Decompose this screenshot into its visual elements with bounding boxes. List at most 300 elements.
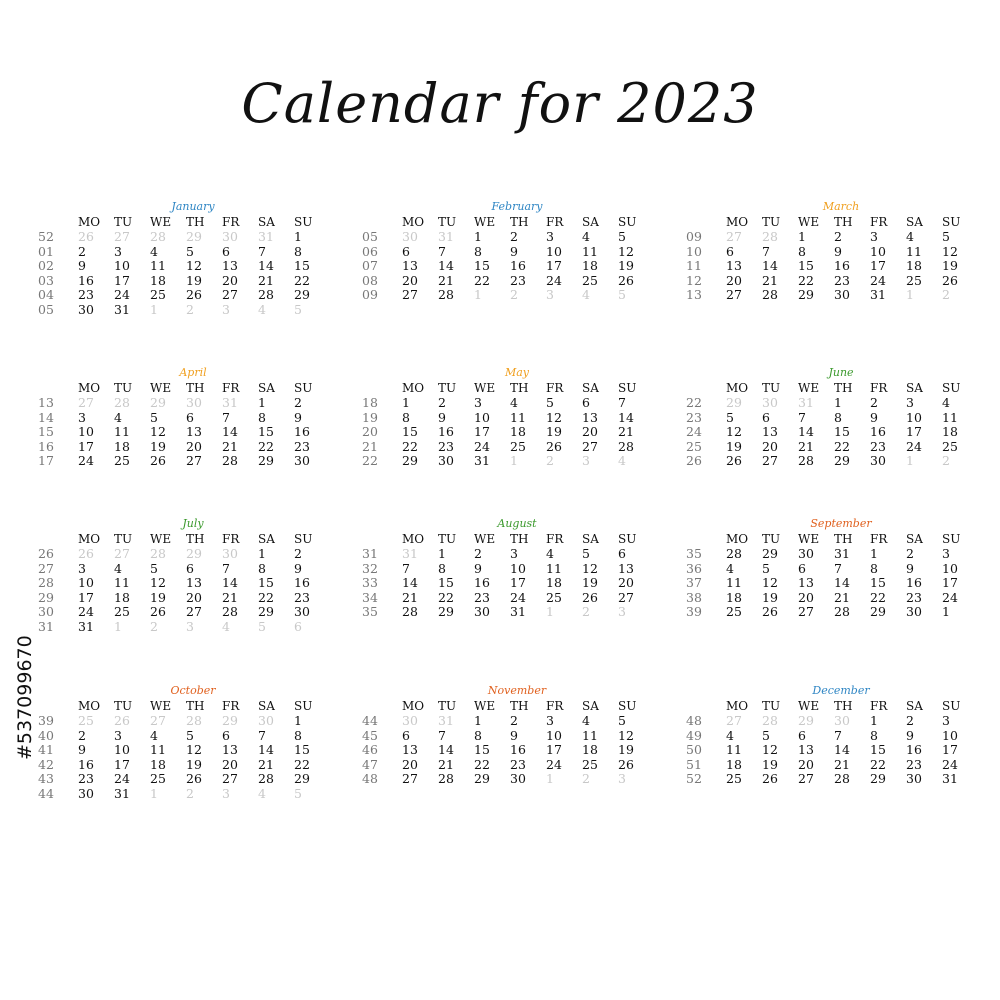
month-october [38,684,348,825]
day-cell: 14 [438,742,454,758]
weekday-header [38,699,330,713]
day-cell: 2 [474,546,482,561]
week-row [686,576,978,590]
day-cell: 21 [438,756,454,772]
day-cell: 4 [942,395,950,410]
day-cell: 6 [222,243,230,259]
week-row [38,620,330,634]
week-number: 44 [362,713,378,728]
day-cell: 5 [762,727,770,743]
weekday-label: SA [258,532,275,546]
day-cell: 11 [546,560,562,576]
day-cell: 23 [474,589,490,605]
week-row [362,729,654,743]
day-cell: 31 [834,546,850,561]
day-cell: 8 [258,409,266,425]
day-cell: 18 [546,575,562,591]
weekday-header [38,532,330,546]
adjacent-month-day: 27 [726,229,742,244]
weekday-label: WE [474,215,496,229]
week-row [362,425,654,439]
day-cell: 16 [870,424,886,440]
day-cell: 27 [798,771,814,787]
month-february [362,200,672,341]
weekday-label: WE [150,699,172,713]
week-row [362,743,654,757]
day-cell: 31 [870,287,886,303]
day-cell: 2 [438,395,446,410]
week-row [362,605,654,619]
day-cell: 30 [294,453,310,469]
adjacent-month-day: 27 [114,546,130,561]
weekday-label: SU [942,215,961,229]
day-cell: 31 [510,604,526,620]
weekday-label: SA [582,381,599,395]
day-cell: 12 [186,742,202,758]
weekday-label: TH [834,532,853,546]
adjacent-month-day: 30 [186,395,202,410]
day-cell: 29 [870,604,886,620]
week-number: 14 [38,409,54,425]
weekday-label: TU [114,381,133,395]
day-cell: 13 [402,742,418,758]
adjacent-month-day: 2 [186,302,194,317]
weekday-label: SA [258,699,275,713]
day-cell: 21 [258,756,274,772]
day-cell: 23 [510,756,526,772]
day-cell: 19 [762,756,778,772]
weekday-label: SU [294,532,313,546]
day-cell: 28 [258,771,274,787]
week-number: 47 [362,756,378,772]
adjacent-month-day: 4 [222,619,230,634]
day-cell: 27 [186,604,202,620]
adjacent-month-day: 27 [726,713,742,728]
day-cell: 2 [906,713,914,728]
day-cell: 13 [798,575,814,591]
weekday-label: MO [726,381,749,395]
day-cell: 19 [150,438,166,454]
day-cell: 16 [906,742,922,758]
day-cell: 1 [258,546,266,561]
month-name: January [171,200,215,213]
day-cell: 25 [114,604,130,620]
week-number: 52 [38,229,54,244]
weekday-label: WE [798,699,820,713]
day-cell: 20 [582,424,598,440]
weekday-label: MO [78,381,101,395]
week-row [38,547,330,561]
day-cell: 9 [474,560,482,576]
adjacent-month-day: 2 [942,287,950,303]
day-cell: 13 [582,409,598,425]
adjacent-month-day: 1 [474,287,482,303]
day-cell: 20 [798,589,814,605]
weekday-label: FR [870,699,888,713]
weekday-label: WE [150,215,172,229]
day-cell: 7 [258,727,266,743]
week-number: 16 [38,438,54,454]
day-cell: 9 [78,258,86,274]
weekday-label: SA [906,699,923,713]
weekday-label: SU [618,532,637,546]
day-cell: 2 [510,229,518,244]
day-cell: 17 [510,575,526,591]
day-cell: 9 [834,243,842,259]
day-cell: 25 [546,589,562,605]
adjacent-month-day: 31 [438,229,454,244]
day-cell: 18 [582,742,598,758]
day-cell: 30 [510,771,526,787]
weekday-label: TU [114,532,133,546]
day-cell: 30 [438,453,454,469]
weekday-label: TU [762,381,781,395]
day-cell: 16 [438,424,454,440]
weekday-label: SU [618,699,637,713]
day-cell: 21 [762,272,778,288]
day-cell: 23 [906,756,922,772]
weekday-header [362,381,654,395]
adjacent-month-day: 29 [726,395,742,410]
day-cell: 11 [942,409,958,425]
week-row [362,274,654,288]
day-cell: 24 [474,438,490,454]
stock-id-label: #537099670 [14,635,36,760]
week-number: 49 [686,727,702,743]
day-cell: 1 [258,395,266,410]
weekday-label: SA [258,381,275,395]
day-cell: 4 [906,229,914,244]
week-row [38,454,330,468]
adjacent-month-day: 4 [258,786,266,801]
day-cell: 17 [78,589,94,605]
weekday-label: SA [582,699,599,713]
day-cell: 17 [474,424,490,440]
day-cell: 9 [78,742,86,758]
day-cell: 8 [438,560,446,576]
weekday-label: WE [474,381,496,395]
day-cell: 19 [762,589,778,605]
weekday-label: TH [510,699,529,713]
day-cell: 11 [726,575,742,591]
day-cell: 18 [726,756,742,772]
day-cell: 17 [114,756,130,772]
weekday-label: MO [78,532,101,546]
week-number: 32 [362,560,378,576]
weekday-label: TH [834,215,853,229]
day-cell: 20 [186,438,202,454]
week-row [362,288,654,302]
day-cell: 20 [798,756,814,772]
day-cell: 29 [402,453,418,469]
adjacent-month-day: 5 [258,619,266,634]
day-cell: 29 [870,771,886,787]
day-cell: 16 [906,575,922,591]
day-cell: 14 [834,742,850,758]
day-cell: 12 [582,560,598,576]
week-number: 09 [362,287,378,303]
day-cell: 2 [78,727,86,743]
week-row [38,411,330,425]
day-cell: 22 [294,272,310,288]
adjacent-month-day: 2 [582,604,590,620]
day-cell: 27 [762,453,778,469]
day-cell: 27 [186,453,202,469]
day-cell: 22 [258,438,274,454]
weekday-label: SU [294,215,313,229]
day-cell: 22 [798,272,814,288]
day-cell: 18 [582,258,598,274]
day-cell: 14 [258,258,274,274]
day-cell: 12 [618,243,634,259]
day-cell: 24 [870,272,886,288]
day-cell: 6 [222,727,230,743]
day-cell: 5 [726,409,734,425]
day-cell: 9 [438,409,446,425]
day-cell: 15 [294,742,310,758]
day-cell: 1 [798,229,806,244]
adjacent-month-day: 31 [222,395,238,410]
week-row [362,396,654,410]
day-cell: 3 [942,546,950,561]
day-cell: 7 [834,727,842,743]
week-number: 23 [686,409,702,425]
day-cell: 8 [294,727,302,743]
day-cell: 27 [222,287,238,303]
day-cell: 3 [906,395,914,410]
week-number: 13 [686,287,702,303]
adjacent-month-day: 3 [618,771,626,787]
week-number: 26 [686,453,702,469]
adjacent-month-day: 27 [150,713,166,728]
day-cell: 12 [186,258,202,274]
adjacent-month-day: 2 [582,771,590,787]
day-cell: 19 [186,756,202,772]
adjacent-month-day: 25 [78,713,94,728]
day-cell: 2 [294,395,302,410]
weekday-header [362,699,654,713]
week-number: 43 [38,771,54,787]
week-number: 45 [362,727,378,743]
day-cell: 3 [78,560,86,576]
day-cell: 28 [222,604,238,620]
week-number: 11 [686,258,702,274]
week-number: 25 [686,438,702,454]
weekday-label: SA [582,532,599,546]
day-cell: 10 [546,243,562,259]
day-cell: 25 [582,756,598,772]
week-number: 03 [38,272,54,288]
adjacent-month-day: 5 [618,287,626,303]
day-cell: 22 [834,438,850,454]
day-cell: 18 [726,589,742,605]
adjacent-month-day: 26 [78,229,94,244]
day-cell: 14 [222,424,238,440]
day-cell: 4 [510,395,518,410]
day-cell: 18 [150,272,166,288]
week-row [38,440,330,454]
day-cell: 24 [942,756,958,772]
day-cell: 28 [438,287,454,303]
day-cell: 8 [870,560,878,576]
day-cell: 11 [582,727,598,743]
weekday-header [38,215,330,229]
day-cell: 25 [114,453,130,469]
day-cell: 26 [186,287,202,303]
day-cell: 27 [402,771,418,787]
week-row [38,758,330,772]
adjacent-month-day: 1 [150,302,158,317]
weekday-label: TH [834,699,853,713]
adjacent-month-day: 1 [546,771,554,787]
day-cell: 27 [582,438,598,454]
week-row [686,714,978,728]
day-cell: 29 [258,604,274,620]
week-number: 07 [362,258,378,274]
weekday-label: FR [546,381,564,395]
day-cell: 8 [294,243,302,259]
day-cell: 16 [294,575,310,591]
adjacent-month-day: 28 [762,229,778,244]
adjacent-month-day: 29 [186,546,202,561]
week-number: 08 [362,272,378,288]
day-cell: 3 [78,409,86,425]
month-name: September [810,517,872,530]
day-cell: 22 [474,272,490,288]
adjacent-month-day: 1 [546,604,554,620]
weekday-label: FR [546,699,564,713]
day-cell: 29 [834,453,850,469]
day-cell: 27 [798,604,814,620]
day-cell: 11 [906,243,922,259]
week-row [686,259,978,273]
day-cell: 20 [762,438,778,454]
day-cell: 19 [546,424,562,440]
day-cell: 29 [258,453,274,469]
day-cell: 14 [258,742,274,758]
day-cell: 26 [762,604,778,620]
month-january [38,200,348,341]
day-cell: 31 [474,453,490,469]
day-cell: 21 [258,272,274,288]
week-row [38,576,330,590]
day-cell: 10 [546,727,562,743]
day-cell: 12 [942,243,958,259]
week-number: 30 [38,604,54,620]
day-cell: 22 [258,589,274,605]
day-cell: 28 [258,287,274,303]
day-cell: 15 [870,742,886,758]
day-cell: 23 [870,438,886,454]
day-cell: 27 [726,287,742,303]
week-number: 39 [686,604,702,620]
week-row [38,230,330,244]
week-row [362,562,654,576]
day-cell: 7 [402,560,410,576]
day-cell: 25 [582,272,598,288]
week-row [38,714,330,728]
adjacent-month-day: 31 [438,713,454,728]
week-number: 24 [686,424,702,440]
adjacent-month-day: 1 [510,453,518,469]
weekday-label: FR [870,381,888,395]
day-cell: 14 [834,575,850,591]
day-cell: 25 [942,438,958,454]
week-number: 22 [686,395,702,410]
day-cell: 30 [294,604,310,620]
adjacent-month-day: 6 [294,619,302,634]
day-cell: 17 [906,424,922,440]
weekday-label: FR [870,215,888,229]
week-row [686,245,978,259]
day-cell: 7 [834,560,842,576]
day-cell: 31 [78,619,94,634]
weekday-label: SU [942,381,961,395]
adjacent-month-day: 29 [186,229,202,244]
day-cell: 23 [78,771,94,787]
weekday-header [686,215,978,229]
weekday-label: TH [834,381,853,395]
weekday-header [686,381,978,395]
adjacent-month-day: 3 [618,604,626,620]
week-number: 31 [362,546,378,561]
day-cell: 5 [150,409,158,425]
week-number: 18 [362,395,378,410]
day-cell: 5 [150,560,158,576]
day-cell: 26 [618,272,634,288]
week-row [38,605,330,619]
day-cell: 6 [762,409,770,425]
weekday-label: TH [186,532,205,546]
weekday-label: FR [222,532,240,546]
day-cell: 4 [726,560,734,576]
day-cell: 27 [222,771,238,787]
day-cell: 18 [150,756,166,772]
week-row [686,411,978,425]
week-row [686,758,978,772]
week-number: 12 [686,272,702,288]
day-cell: 22 [870,589,886,605]
weekday-label: MO [78,215,101,229]
weekday-label: MO [402,699,425,713]
weekday-label: TU [114,215,133,229]
day-cell: 15 [834,424,850,440]
weekday-label: MO [402,381,425,395]
day-cell: 26 [150,453,166,469]
day-cell: 5 [186,243,194,259]
week-number: 26 [38,546,54,561]
weekday-label: TU [438,215,457,229]
weekday-label: TU [762,532,781,546]
day-cell: 8 [834,409,842,425]
weekday-label: WE [474,699,496,713]
day-cell: 26 [726,453,742,469]
day-cell: 12 [546,409,562,425]
day-cell: 4 [582,229,590,244]
day-cell: 21 [834,756,850,772]
day-cell: 25 [510,438,526,454]
day-cell: 21 [798,438,814,454]
day-cell: 1 [438,546,446,561]
day-cell: 13 [222,742,238,758]
week-number: 27 [38,560,54,576]
week-row [686,605,978,619]
day-cell: 2 [870,395,878,410]
day-cell: 23 [294,438,310,454]
day-cell: 7 [222,560,230,576]
week-number: 05 [362,229,378,244]
day-cell: 3 [474,395,482,410]
